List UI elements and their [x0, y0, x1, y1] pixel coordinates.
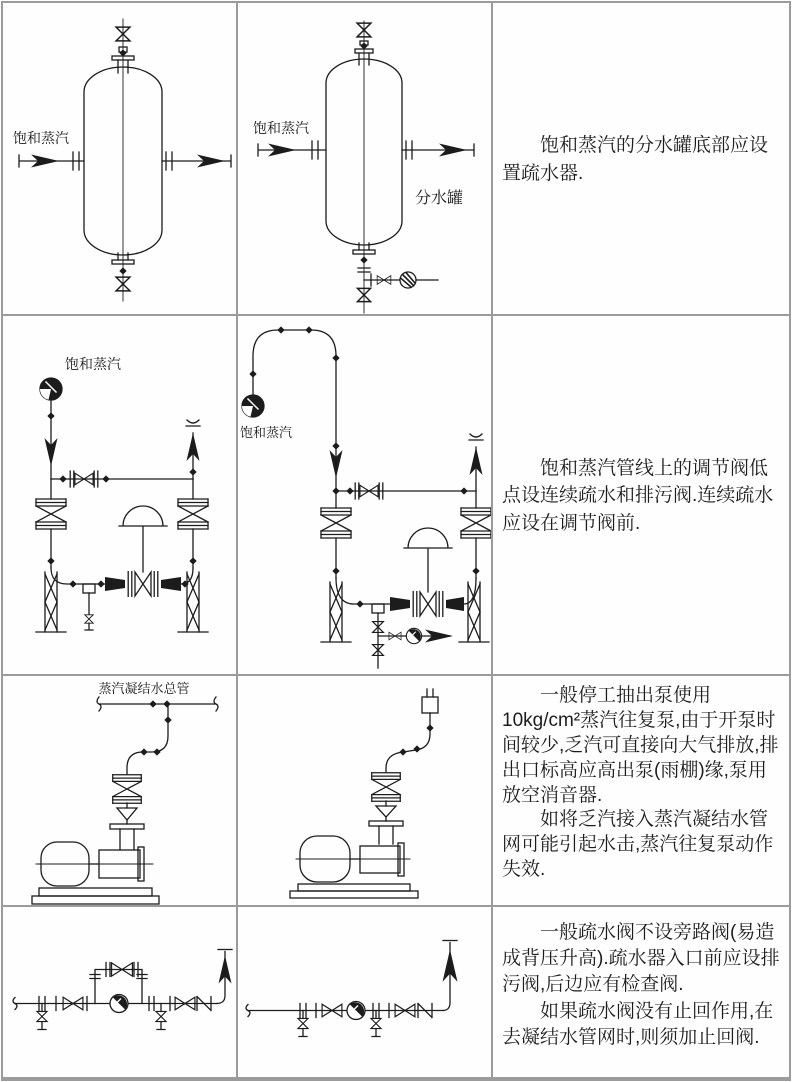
cell-r3c3-note	[493, 676, 789, 905]
steam-trap-icon	[347, 1002, 365, 1020]
block-valve-icon	[178, 499, 208, 529]
pump-icon	[290, 821, 418, 898]
condensate-header-label: 蒸汽凝结水总管	[98, 681, 190, 696]
cell-r1c1-diagram	[3, 3, 236, 314]
block-valve-icon	[372, 773, 401, 802]
pump-to-header-diagram	[3, 676, 236, 905]
trap-with-bypass-diagram	[3, 907, 236, 1077]
separator-drum-diagram	[3, 3, 236, 314]
note-row3-text-1: 一般停工抽出泵使用10kg/cm²蒸汽往复泵,由于开泵时间较少,乏汽可直接向大气排放,排出口标高应高出泵(雨棚)缘,泵用放空消音器.	[502, 685, 779, 806]
note-row2-text: 饱和蒸汽管线上的调节阀低点设连续疏水和排污阀.连续疏水应设在调节阀前.	[502, 457, 774, 534]
drain-valve-icon	[37, 1011, 47, 1021]
control-valve-station-loop-diagram	[238, 316, 491, 674]
block-valve-icon	[461, 508, 491, 538]
pipe-support-icon	[459, 582, 489, 642]
cell-r2c3-note	[493, 316, 789, 674]
cell-r3c2-diagram	[238, 676, 491, 905]
separator-tank-label: 分水罐	[415, 190, 464, 207]
note-row1-text: 饱和蒸汽的分水罐底部应设置疏水器.	[502, 134, 769, 184]
saturated-steam-label: 饱和蒸汽	[65, 356, 121, 372]
steam-trap-icon	[400, 272, 416, 288]
cell-r2c1-diagram	[3, 316, 236, 674]
steam-trap-icon	[110, 995, 128, 1013]
cell-r4c1-diagram	[3, 907, 236, 1077]
control-valve-icon	[390, 528, 464, 616]
cell-r1c2-diagram	[238, 3, 491, 314]
saturated-steam-label: 饱和蒸汽	[13, 130, 69, 146]
separator-drum-with-trap-diagram	[238, 3, 491, 314]
sheet-grid	[1, 1, 791, 1081]
drain-fitting-icon	[85, 615, 93, 623]
steam-trap-icon	[40, 378, 62, 400]
drain-valve-icon	[156, 1011, 166, 1021]
pipe-support-icon	[321, 582, 351, 642]
drain-valve-icon	[298, 1018, 308, 1028]
block-valve-icon	[113, 775, 142, 804]
saturated-steam-label: 饱和蒸汽	[240, 425, 293, 440]
vent-silencer-icon	[422, 689, 438, 713]
steam-trap-icon	[406, 628, 421, 643]
control-valve-icon	[105, 506, 181, 596]
pump-icon	[32, 824, 159, 904]
note-row4-text-1: 一般疏水阀不设旁路阀(易造成背压升高).疏水器入口前应设排污阀,后边应有检查阀.	[502, 922, 780, 996]
cell-r4c2-diagram	[238, 907, 491, 1077]
trap-without-bypass-diagram	[238, 907, 491, 1077]
steam-trap-icon	[242, 395, 264, 417]
note-row3-text-2: 如将乏汽接入蒸汽凝结水管网可能引起水击,蒸汽往复泵动作失效.	[502, 809, 774, 881]
note-row4-text-2: 如果疏水阀没有止回作用,在去凝结水管网时,则须加止回阀.	[502, 1000, 774, 1048]
cell-r4c3-note	[493, 907, 789, 1077]
cell-r1c3-note	[493, 3, 789, 314]
pipe-support-icon	[178, 572, 208, 632]
cell-r3c1-diagram	[3, 676, 236, 905]
pipe-support-icon	[36, 572, 66, 632]
block-valve-icon	[321, 508, 351, 538]
saturated-steam-label: 饱和蒸汽	[253, 120, 309, 136]
block-valve-icon	[36, 499, 66, 529]
control-valve-station-diagram	[3, 316, 236, 674]
pump-to-silencer-diagram	[238, 676, 491, 905]
cell-r2c2-diagram	[238, 316, 491, 674]
drain-valve-icon	[371, 1018, 381, 1028]
